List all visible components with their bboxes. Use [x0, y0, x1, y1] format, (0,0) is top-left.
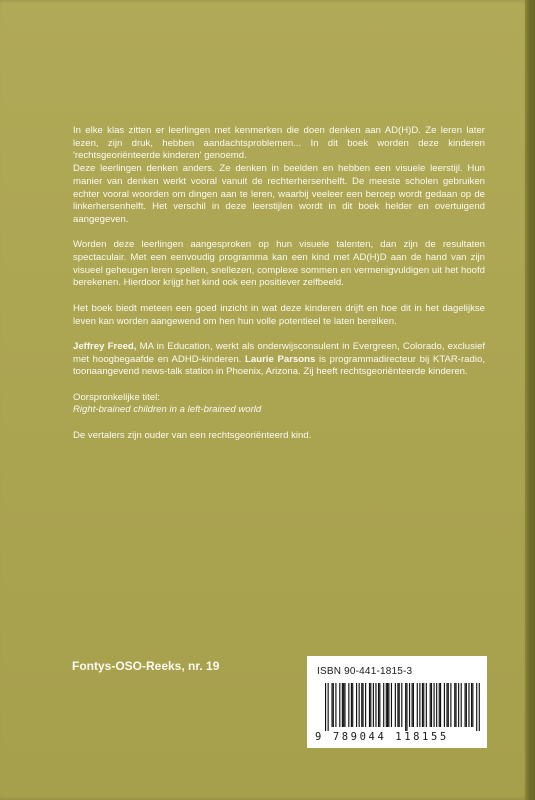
isbn-number: ISBN 90-441-1815-3: [317, 666, 413, 677]
barcode-bar: [397, 683, 398, 727]
barcode-bar: [446, 683, 447, 727]
barcode-bar: [343, 683, 344, 727]
barcode-bar: [476, 683, 477, 731]
blurb-paragraph-2: Deze leerlingen denken anders. Ze denken in beelden en hebben een visuele leerstijl. Hun manier van denken werkt vooral vanuit de rechterhersenhelft. De meeste scholen gebruiken echter vooral woorden om dingen aan te leren, waarbij veeleer een beroep wordt gedaan op de linkerhersenhelft. Het verschil in deze leerstijlen wordt in dit boek helder en overtuigend aangegeven.: [73, 163, 485, 225]
blurb-text: [73, 125, 485, 455]
barcode-bar: [412, 683, 413, 727]
barcode-bar: [413, 683, 414, 727]
barcode-bar: [466, 683, 467, 727]
barcode-bar: [436, 683, 437, 727]
barcode-bar: [352, 683, 353, 727]
barcode-bar: [373, 683, 374, 727]
barcode-bar: [450, 683, 451, 727]
barcode-bar: [375, 683, 376, 727]
barcode-bar: [426, 683, 427, 727]
barcode-bar: [325, 683, 326, 731]
barcode-bar: [472, 683, 473, 727]
barcode-bar: [439, 683, 440, 727]
author-bio: [73, 341, 485, 379]
barcode-bar: [423, 683, 424, 727]
series-title: Fontys-OSO-Reeks, nr. 19: [72, 659, 220, 673]
barcode-bar: [356, 683, 357, 727]
barcode-bar: [468, 683, 469, 727]
barcode-bar: [406, 683, 407, 731]
barcode-bar: [386, 683, 387, 727]
barcode-bar: [448, 683, 449, 727]
translators-note: De vertalers zijn ouder van een rechtsgeoriënteerd kind.: [73, 429, 312, 441]
barcode-bar: [395, 683, 396, 727]
author1-name: Jeffrey Freed,: [73, 340, 137, 352]
barcode-bar: [391, 683, 392, 727]
blurb-paragraph-1: In elke klas zitten er leerlingen met kenmerken die doen denken aan AD(H)D. Ze leren later lezen, zijn druk, hebben aandachtsproblemen... In dit boek worden deze kinderen 'rechtsgeoriënteerde kinderen' genoemd.: [73, 125, 485, 162]
barcode-bar: [365, 683, 366, 727]
barcode-bar: [359, 683, 360, 727]
barcode-bar: [362, 683, 363, 727]
barcode-bar: [454, 683, 455, 727]
barcode-bar: [399, 683, 400, 727]
ean-number: 9 789044 118155: [315, 731, 449, 743]
barcode-bar: [351, 683, 352, 727]
barcode-bar: [444, 683, 445, 727]
barcode-bar: [331, 683, 332, 727]
barcode-bar: [328, 683, 329, 731]
author2-bio: is programmadirecteur bij KTAR-radio, toonaangevend news-talk station in Phoenix, Arizona. Zij heeft rechtsgeoriënteerde kinderen.: [73, 353, 485, 378]
blurb-paragraph-3: Worden deze leerlingen aangesproken op hun visuele talenten, dan zijn de resultaten spectaculair. Met een eenvoudig programma kan een kind met AD(H)D aan de hand van zijn visueel geheugen leren spellen, snellezen, complexe sommen en vermenigvuldigen uit het hoofd berekenen. Hierdoor krijgt het kind ook een positiever zelfbeeld.: [73, 239, 485, 289]
barcode-bar: [417, 683, 418, 727]
barcode-bar: [344, 683, 345, 727]
barcode-bar: [335, 683, 336, 727]
original-title-label: Oorspronkelijke titel:: [73, 391, 160, 403]
barcode-bar: [430, 683, 431, 727]
barcode-bar: [379, 683, 380, 727]
barcode-bar: [383, 683, 384, 727]
barcode-bar: [388, 683, 389, 727]
barcode-label: [307, 656, 487, 748]
barcode-bar: [422, 683, 423, 727]
spine-edge: [525, 0, 530, 800]
barcode-bar: [440, 683, 441, 727]
barcode-bar: [348, 683, 349, 727]
barcode-bar: [479, 683, 480, 731]
original-title: [73, 404, 485, 417]
barcode-bar: [419, 683, 420, 727]
barcode-bar: [370, 683, 371, 727]
barcode-bar: [401, 683, 402, 727]
barcode-bar: [461, 683, 462, 727]
barcode-bar: [405, 683, 406, 731]
barcode-bar: [458, 683, 459, 727]
barcode-bar: [361, 683, 362, 727]
barcode-bar: [431, 683, 432, 727]
barcode-bar: [342, 683, 343, 727]
author2-name: Laurie Parsons: [245, 353, 316, 365]
blurb-paragraph-4: Het boek biedt meteen een goed inzicht in wat deze kinderen drijft en hoe dit in het dagelijkse leven kan worden aangewend om hen hun volle potentieel te laten bereiken.: [73, 302, 485, 327]
barcode-bar: [369, 683, 370, 727]
barcode-bar: [387, 683, 388, 727]
barcode-bar: [409, 683, 410, 727]
author1-bio: MA in Education, werkt als onderwijsconsulent in Evergreen, Colorado, exclusief met hoogbegaafde en ADHD-kinderen.: [73, 340, 485, 365]
barcode-bar: [434, 683, 435, 727]
barcode-bar: [465, 683, 466, 727]
barcode-bar: [339, 683, 340, 727]
barcode-bars: [325, 683, 480, 731]
barcode-bar: [455, 683, 456, 727]
barcode-bar: [378, 683, 379, 727]
original-title-text: Right-brained children in a left-brained world: [73, 404, 262, 416]
barcode-bar: [471, 683, 472, 727]
barcode-bar: [333, 683, 334, 727]
